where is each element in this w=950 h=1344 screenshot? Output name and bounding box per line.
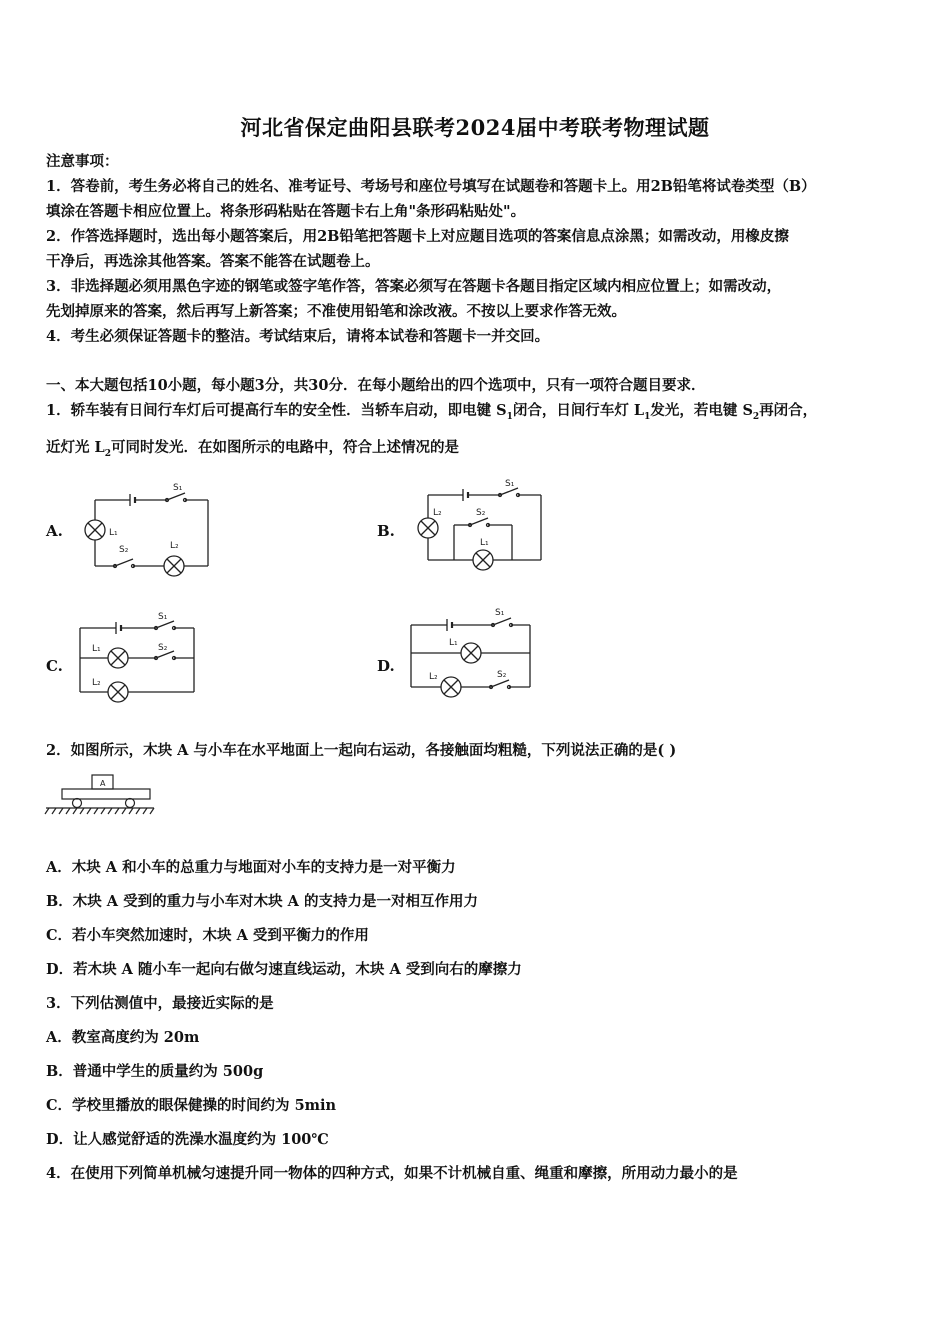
svg-text:S₁: S₁	[505, 479, 515, 489]
notice-line: 填涂在答题卡相应位置上。将条形码粘贴在答题卡右上角"条形码粘贴处"。	[46, 203, 526, 220]
svg-text:S₂: S₂	[158, 643, 168, 653]
option-a-label: A.	[46, 522, 63, 540]
svg-text:S₁: S₁	[158, 612, 168, 622]
q3-option-a: A．教室高度约为 20m	[46, 1029, 200, 1046]
q2-option-d: D．若木块 A 随小车一起向右做匀速直线运动，木块 A 受到向右的摩擦力	[46, 961, 522, 978]
svg-text:S₂: S₂	[476, 508, 486, 518]
svg-text:S₂: S₂	[497, 670, 507, 680]
circuit-diagram-b	[408, 475, 553, 575]
notice-line: 2．作答选择题时，选出每小题答案后，用2B铅笔把答题卡上对应题目选项的答案信息点涂黑；如需改动，用橡皮擦	[46, 228, 789, 245]
option-c-label: C.	[46, 657, 63, 675]
notice-line: 1．答卷前，考生务必将自己的姓名、准考证号、考场号和座位号填写在试题卷和答题卡上。用2B铅笔将试卷类型（B）	[46, 178, 816, 195]
svg-text:L₁: L₁	[480, 538, 489, 548]
svg-text:L₂: L₂	[429, 672, 438, 682]
svg-text:S₂: S₂	[119, 545, 129, 555]
svg-text:L₁: L₁	[109, 528, 118, 538]
svg-text:S₁: S₁	[495, 608, 505, 618]
svg-text:L₂: L₂	[433, 508, 442, 518]
notice-line: 4．考生必须保证答题卡的整洁。考试结束后，请将本试卷和答题卡一并交回。	[46, 328, 550, 345]
svg-text:L₂: L₂	[170, 541, 179, 551]
option-b-label: B.	[377, 522, 395, 540]
svg-text:S₁: S₁	[173, 483, 183, 493]
page-title: 河北省保定曲阳县联考2024届中考联考物理试题	[240, 115, 710, 140]
notice-line: 先划掉原来的答案，然后再写上新答案；不准使用铅笔和涂改液。不按以上要求作答无效。	[46, 303, 626, 320]
notice-heading: 注意事项：	[46, 153, 119, 170]
notice-line: 干净后，再选涂其他答案。答案不能答在试题卷上。	[46, 253, 380, 270]
question-1-line-2: 近灯光 $L_2$可同时发光．在如图所示的电路中，符合上述情况的是	[46, 439, 460, 459]
q3-option-c: C．学校里播放的眼保健操的时间约为 5min	[46, 1097, 337, 1114]
svg-text:L₁: L₁	[449, 638, 458, 648]
q2-option-c: C．若小车突然加速时，木块 A 受到平衡力的作用	[46, 927, 369, 944]
question-3-stem: 3．下列估测值中，最接近实际的是	[46, 995, 274, 1012]
option-d-label: D.	[377, 657, 395, 675]
question-2-stem: 2．如图所示，木块 A 与小车在水平地面上一起向右运动，各接触面均粗糙，下列说法正确的是( )	[46, 742, 677, 759]
svg-text:L₁: L₁	[92, 644, 101, 654]
circuit-diagram-d	[403, 603, 538, 703]
block-a-label: A	[100, 779, 106, 788]
q2-option-b: B．木块 A 受到的重力与小车对木块 A 的支持力是一对相互作用力	[46, 893, 478, 910]
q2-option-a: A．木块 A 和小车的总重力与地面对小车的支持力是一对平衡力	[46, 859, 456, 876]
circuit-diagram-a	[75, 478, 220, 578]
question-1-line-1: 1．轿车装有日间行车灯后可提高行车的安全性．当轿车启动，即电键 $S_1$闭合，日间行车灯 $L_1$发光，若电键 $S_2$再闭合，	[46, 402, 818, 422]
cart-diagram	[44, 772, 156, 818]
section-heading: 一、本大题包括10小题，每小题3分，共30分．在每小题给出的四个选项中，只有一项符合题目要求．	[46, 377, 706, 394]
circuit-diagram-c	[72, 608, 202, 708]
q3-option-d: D．让人感觉舒适的洗澡水温度约为 100℃	[46, 1131, 329, 1148]
svg-text:L₂: L₂	[92, 678, 101, 688]
q3-option-b: B．普通中学生的质量约为 500g	[46, 1063, 264, 1080]
question-4-stem: 4．在使用下列简单机械匀速提升同一物体的四种方式，如果不计机械自重、绳重和摩擦，所用动力最小的是	[46, 1165, 738, 1182]
notice-line: 3．非选择题必须用黑色字迹的钢笔或签字笔作答，答案必须写在答题卡各题目指定区域内相应位置上；如需改动，	[46, 278, 782, 295]
